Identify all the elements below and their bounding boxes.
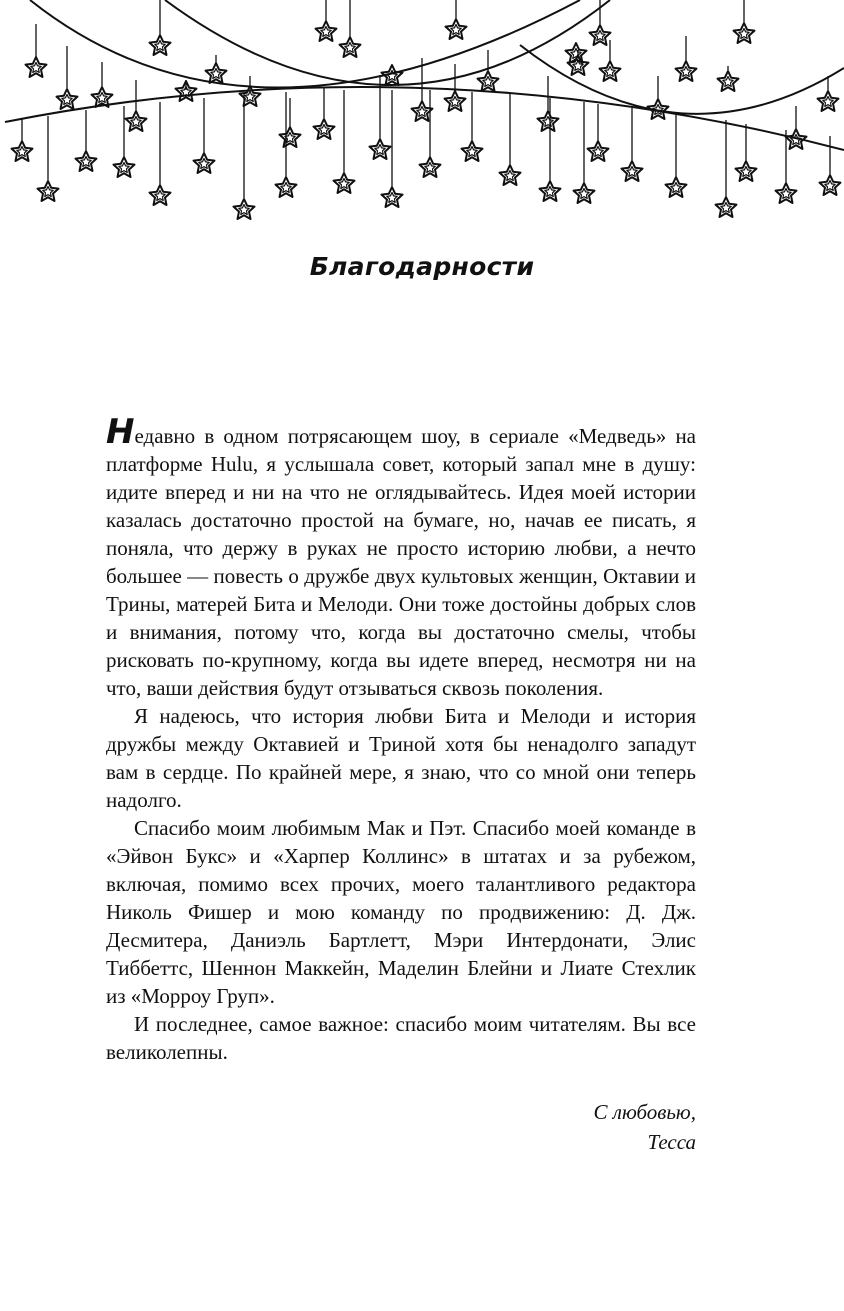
star-icon <box>590 25 611 45</box>
star-icon <box>478 71 499 91</box>
star-icon <box>234 199 255 219</box>
star-garland-decoration <box>0 0 844 230</box>
star-icon <box>648 99 669 119</box>
paragraph-2: Я надеюсь, что история любви Бита и Мелоди и история дружбы между Октавией и Триной хотя бы ненадолго западут вам в сердце. По крайней мере, я знаю, что со мной они теперь надолго. <box>106 704 696 812</box>
star-icon <box>76 151 97 171</box>
garland-stars <box>12 19 841 219</box>
star-icon <box>820 175 841 195</box>
star-icon <box>126 111 147 131</box>
star-icon <box>26 57 47 77</box>
signature-name: Тесса <box>647 1130 696 1154</box>
paragraph-3: Спасибо моим любимым Мак и Пэт. Спасибо моей команде в «Эйвон Букс» и «Харпер Коллинс» в штатах и за рубежом, включая, помимо всех прочих, моего талантливого редактора Николь Фишер и мою команду по продвижению: Д. Дж. Десмитера, Даниэль Бартлетт, Мэри Интердонати, Элис Тиббеттс, Шеннон Маккейн, Маделин Блейни и Лиате Стехлик из «Морроу Груп». <box>106 816 696 1008</box>
star-icon <box>420 157 441 177</box>
signature <box>594 1097 696 1157</box>
star-icon <box>445 91 466 111</box>
star-icon <box>316 21 337 41</box>
star-icon <box>150 35 171 55</box>
star-icon <box>736 161 757 181</box>
star-icon <box>276 177 297 197</box>
star-icon <box>446 19 467 39</box>
star-icon <box>574 183 595 203</box>
star-icon <box>818 91 839 111</box>
star-icon <box>38 181 59 201</box>
star-icon <box>666 177 687 197</box>
drop-cap: Н <box>106 412 135 452</box>
star-icon <box>566 43 587 63</box>
paragraph-1 <box>106 412 696 702</box>
garland-hanging-threads <box>22 0 830 198</box>
star-icon <box>600 61 621 81</box>
signature-closing: С любовью, <box>593 1100 696 1124</box>
star-icon <box>776 183 797 203</box>
star-icon <box>382 65 403 85</box>
star-icon <box>12 141 33 161</box>
star-icon <box>462 141 483 161</box>
star-icon <box>206 63 227 83</box>
paragraph-1-text: едавно в одном потрясающем шоу, в сериале «Медведь» на платформе Hulu, я услышала совет, который запал мне в душу: идите вперед и ни на что не оглядывайтесь. Идея моей истории казалась достаточно простой на бумаге, но, начав ее писать, я поняла, что держу в руках не просто историю любви, а нечто большее — повесть о дружбе двух культовых женщин, Октавии и Трины, матерей Бита и Мелоди. Они тоже достойны добрых слов и внимания, потому что, когда вы достаточно смелы, чтобы рисковать по-крупному, когда вы идете вперед, несмотря ни на что, ваши действия будут отзываться сквозь поколения. <box>106 424 696 700</box>
star-icon <box>734 23 755 43</box>
star-icon <box>334 173 355 193</box>
star-icon <box>314 119 335 139</box>
star-icon <box>622 161 643 181</box>
star-icon <box>340 37 361 57</box>
star-icon <box>716 197 737 217</box>
star-icon <box>676 61 697 81</box>
star-icon <box>540 181 561 201</box>
star-icon <box>150 185 171 205</box>
acknowledgements-text <box>106 412 696 1066</box>
star-icon <box>370 139 391 159</box>
star-icon <box>500 165 521 185</box>
star-icon <box>194 153 215 173</box>
star-icon <box>280 127 301 147</box>
paragraph-4: И последнее, самое важное: спасибо моим читателям. Вы все великолепны. <box>106 1012 696 1064</box>
page-title: Благодарности <box>309 252 535 281</box>
star-icon <box>114 157 135 177</box>
star-icon <box>538 111 559 131</box>
star-icon <box>718 71 739 91</box>
star-icon <box>382 187 403 207</box>
star-icon <box>57 89 78 109</box>
star-icon <box>588 141 609 161</box>
